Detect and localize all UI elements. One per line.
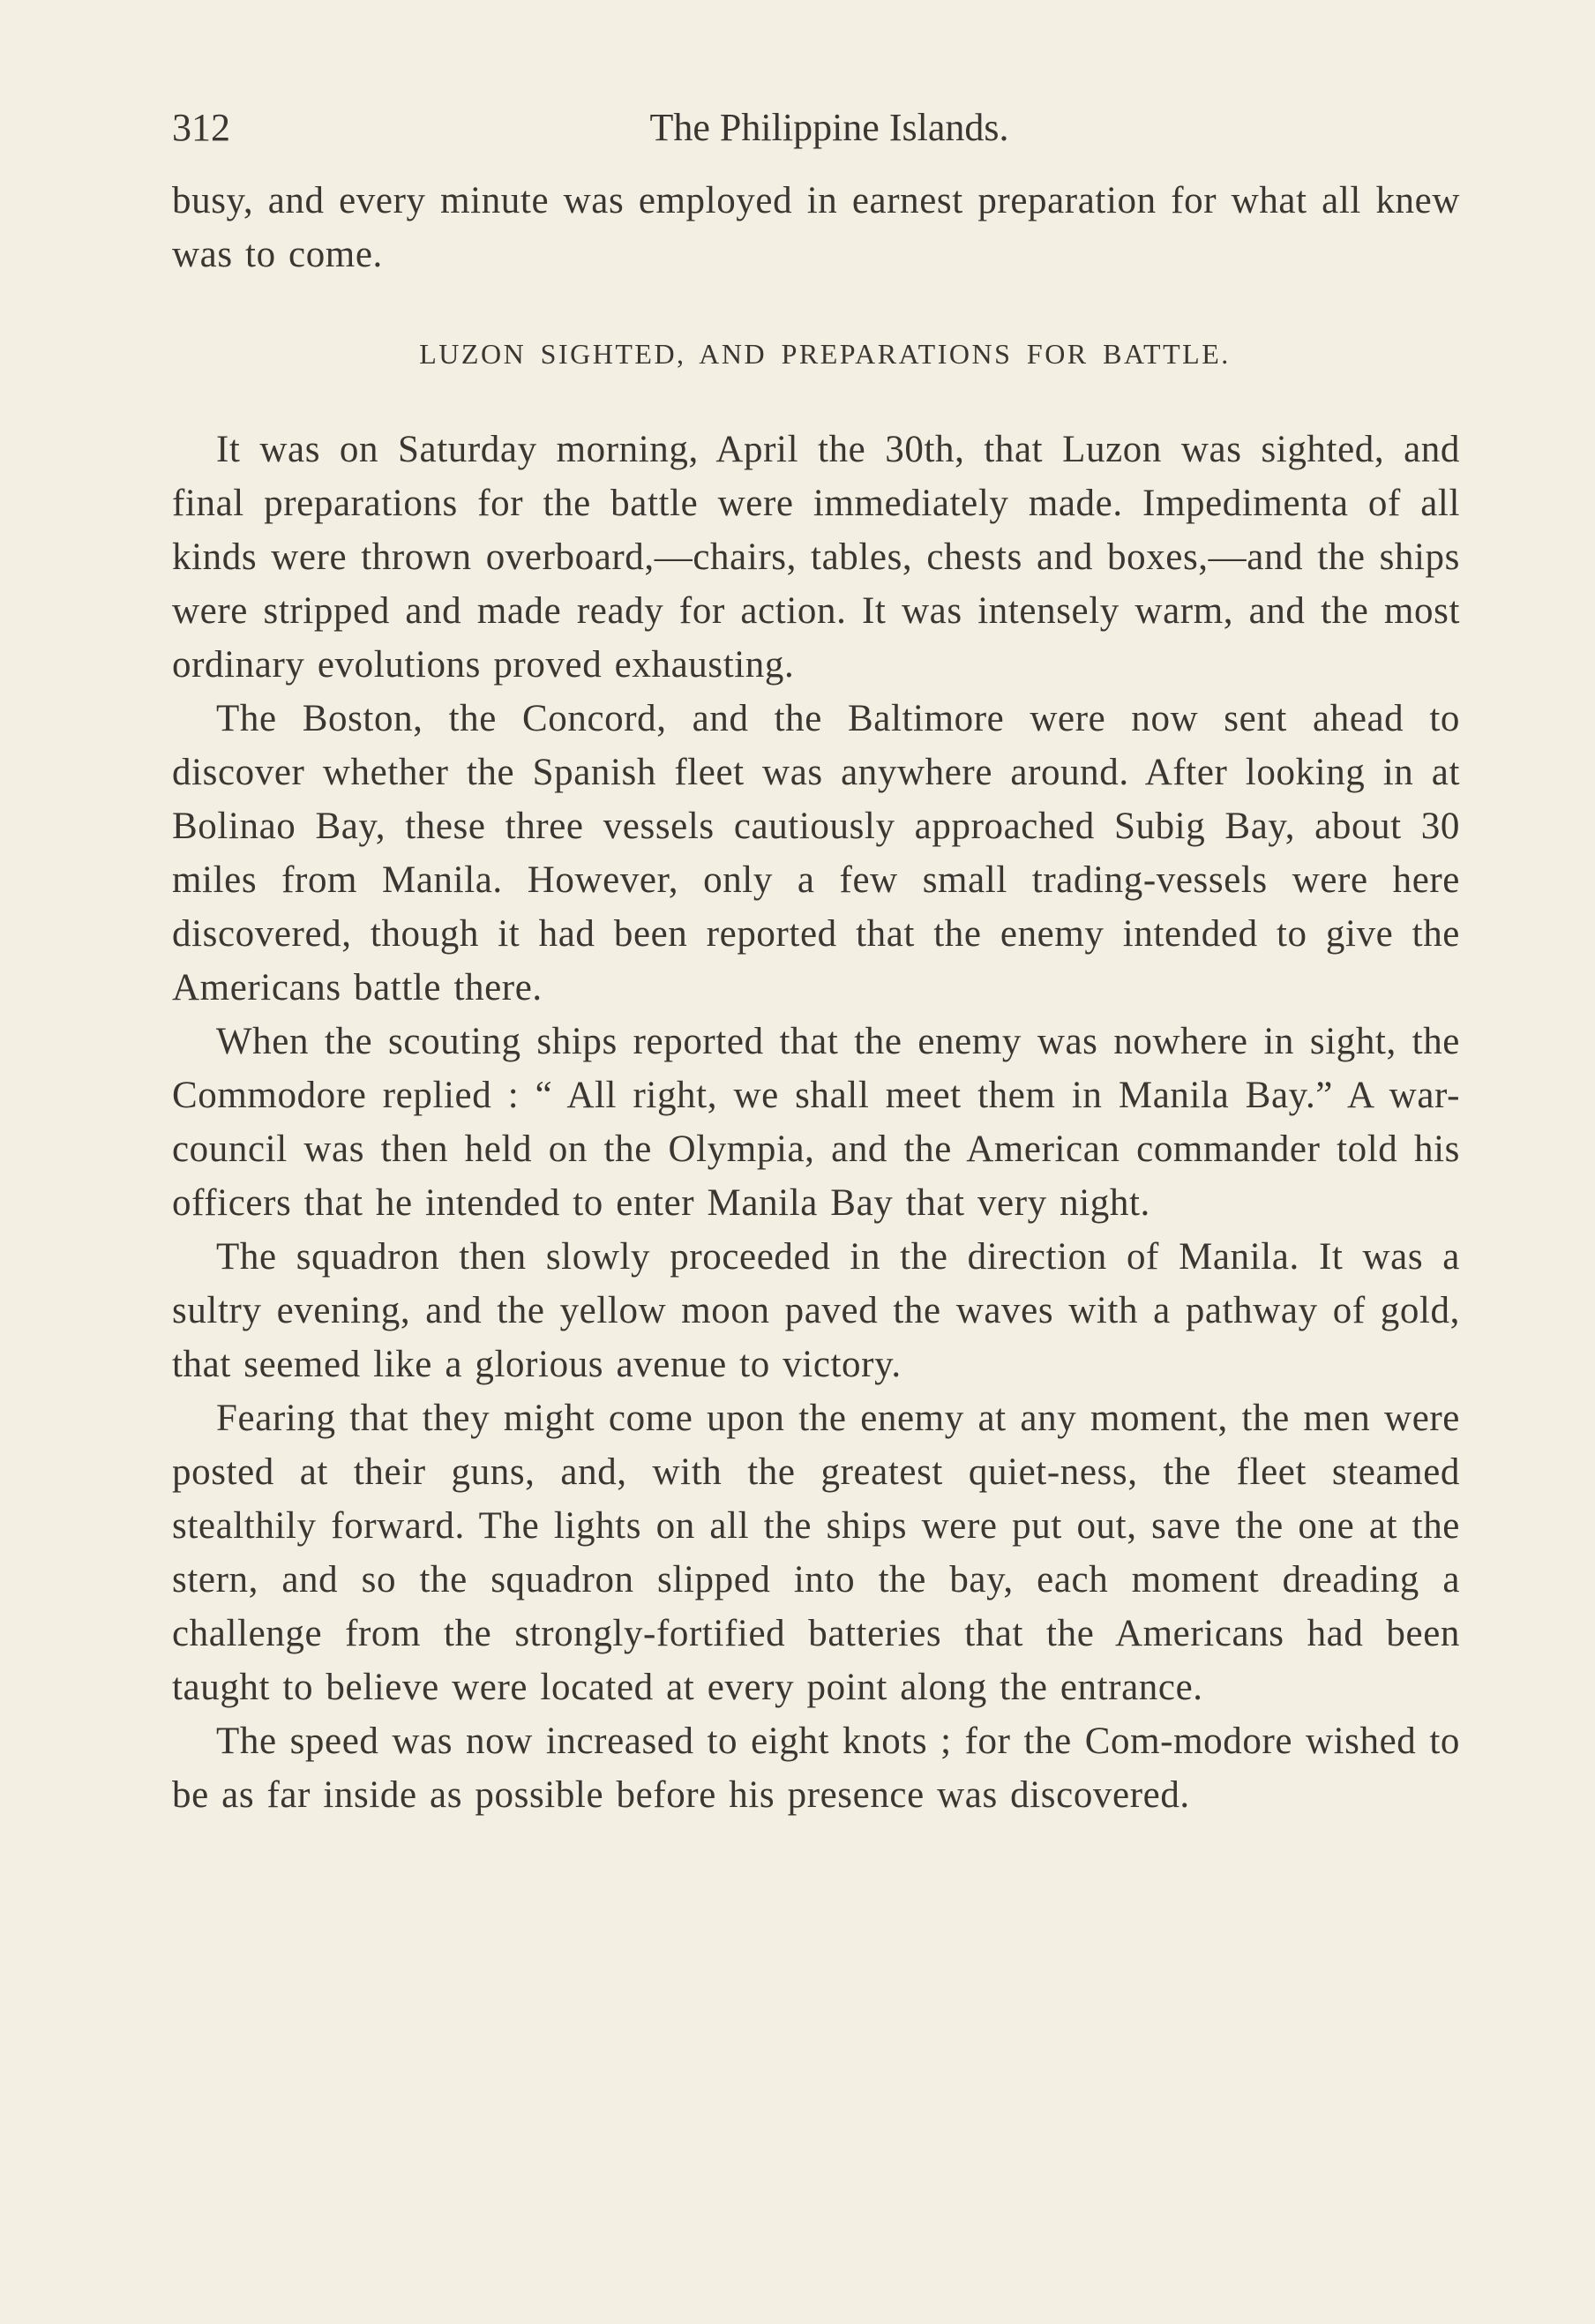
running-head (172, 101, 1460, 154)
body-text (172, 174, 1460, 1822)
running-title: The Philippine Islands. (649, 106, 1009, 149)
paragraph: Fearing that they might come upon the enemy at any moment, the men were posted at their guns, and, with the greatest quiet-ness, the fleet steamed stealthily forward. The lights on all the ships were put out, save the one at the stern, and so the squadron slipped into the bay, each moment dreading a challenge from the strongly-fortified batteries that the Americans had been taught to believe were located at every point along the entrance. (172, 1398, 1460, 1708)
section-heading: LUZON SIGHTED, AND PREPARATIONS FOR BATTLE. (419, 338, 1231, 370)
continuation-paragraph: busy, and every minute was employed in earnest preparation for what all knew was to come. (172, 180, 1460, 275)
paragraph: The speed was now increased to eight knots ; for the Com-modore wished to be as far inside as possible before his presence was discovered. (172, 1721, 1460, 1816)
page-number: 312 (172, 106, 230, 149)
paragraph: The squadron then slowly proceeded in the direction of Manila. It was a sultry evening, and the yellow moon paved the waves with a pathway of gold, that seemed like a glorious avenue to victory. (172, 1236, 1460, 1385)
paragraph: When the scouting ships reported that the enemy was nowhere in sight, the Commodore replied : “ All right, we shall meet them in Manila Bay.” A war-council was then held on the Olympia, and the American commander told his officers that he intended to enter Manila Bay that very night. (172, 1021, 1460, 1224)
book-page (172, 101, 1460, 1822)
paragraph: It was on Saturday morning, April the 30th, that Luzon was sighted, and final preparations for the battle were immediately made. Impedimenta of all kinds were thrown overboard,—chairs, tables, chests and boxes,—and the ships were stripped and made ready for action. It was intensely warm, and the most ordinary evolutions proved exhausting. (172, 429, 1460, 686)
paragraph: The Boston, the Concord, and the Baltimore were now sent ahead to discover whether the Spanish fleet was anywhere around. After looking in at Bolinao Bay, these three vessels cautiously approached Subig Bay, about 30 miles from Manila. However, only a few small trading-vessels were here discovered, though it had been reported that the enemy intended to give the Americans battle there. (172, 698, 1460, 1008)
